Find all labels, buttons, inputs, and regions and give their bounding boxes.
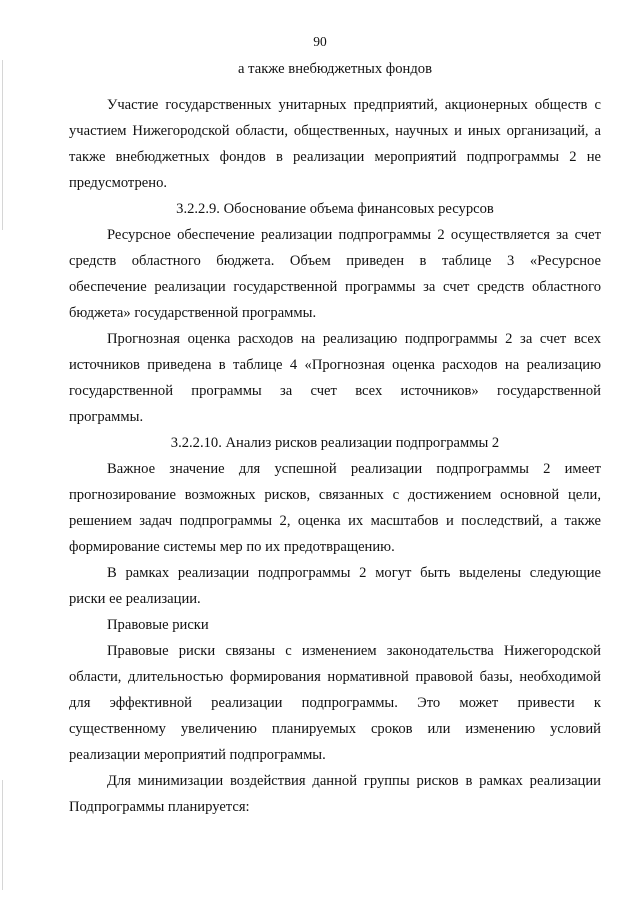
scan-edge-mark [2, 780, 3, 890]
paragraph-line: области, длительностью формирования нормативной правовой базы, необходимой [69, 669, 601, 685]
paragraph-line: Подпрограммы планируется: [69, 799, 250, 815]
paragraph-line: Важное значение для успешной реализации подпрограммы 2 имеет [107, 461, 601, 477]
paragraph-line: также внебюджетных фондов в реализации мероприятий подпрограммы 2 не [69, 149, 601, 165]
paragraph-line: решением задач подпрограммы 2, оценка их масштабов и последствий, а также [69, 513, 601, 529]
paragraph-line: предусмотрено. [69, 175, 168, 191]
paragraph-line: источников приведена в таблице 4 «Прогнозная оценка расходов на реализацию [69, 357, 601, 373]
paragraph-line: бюджета» государственной программы. [69, 305, 317, 321]
paragraph-line: формирование системы мер по их предотвращению. [69, 539, 395, 555]
page-number: 90 [313, 34, 327, 49]
paragraph-line: Правовые риски связаны с изменением законодательства Нижегородской [107, 643, 601, 659]
paragraph-line: реализации мероприятий подпрограммы. [69, 747, 326, 763]
paragraph-line: существенному увеличению планируемых сроков или изменению условий [69, 721, 601, 737]
paragraph-line: для эффективной реализации подпрограммы. Это может привести к [69, 695, 601, 711]
paragraph-line: риски ее реализации. [69, 591, 201, 607]
paragraph-line: государственной программы за счет всех источников» государственной [69, 383, 601, 399]
paragraph-line: Для минимизации воздействия данной группы рисков в рамках реализации [107, 773, 601, 789]
paragraph-line: программы. [69, 409, 144, 425]
section-heading: 3.2.2.10. Анализ рисков реализации подпрограммы 2 [170, 435, 500, 451]
section-heading: 3.2.2.9. Обоснование объема финансовых ресурсов [176, 201, 494, 217]
subheading-legal-risks: Правовые риски [107, 617, 209, 633]
paragraph-line: Прогнозная оценка расходов на реализацию подпрограммы 2 за счет всех [107, 331, 601, 347]
paragraph-line: Участие государственных унитарных предприятий, акционерных обществ с [107, 97, 601, 113]
paragraph-line: Ресурсное обеспечение реализации подпрограммы 2 осуществляется за счет [107, 227, 601, 243]
paragraph-line: средств областного бюджета. Объем приведен в таблице 3 «Ресурсное [69, 253, 601, 269]
scan-edge-mark [2, 60, 3, 230]
paragraph-line: обеспечение реализации государственной программы за счет средств областного [69, 279, 601, 295]
paragraph-line: прогнозирование возможных рисков, связанных с достижением основной цели, [69, 487, 601, 503]
section-heading-continuation: а также внебюджетных фондов [238, 61, 432, 77]
paragraph-line: участием Нижегородской области, общественных, научных и иных организаций, а [69, 123, 601, 139]
paragraph-line: В рамках реализации подпрограммы 2 могут быть выделены следующие [107, 565, 601, 581]
